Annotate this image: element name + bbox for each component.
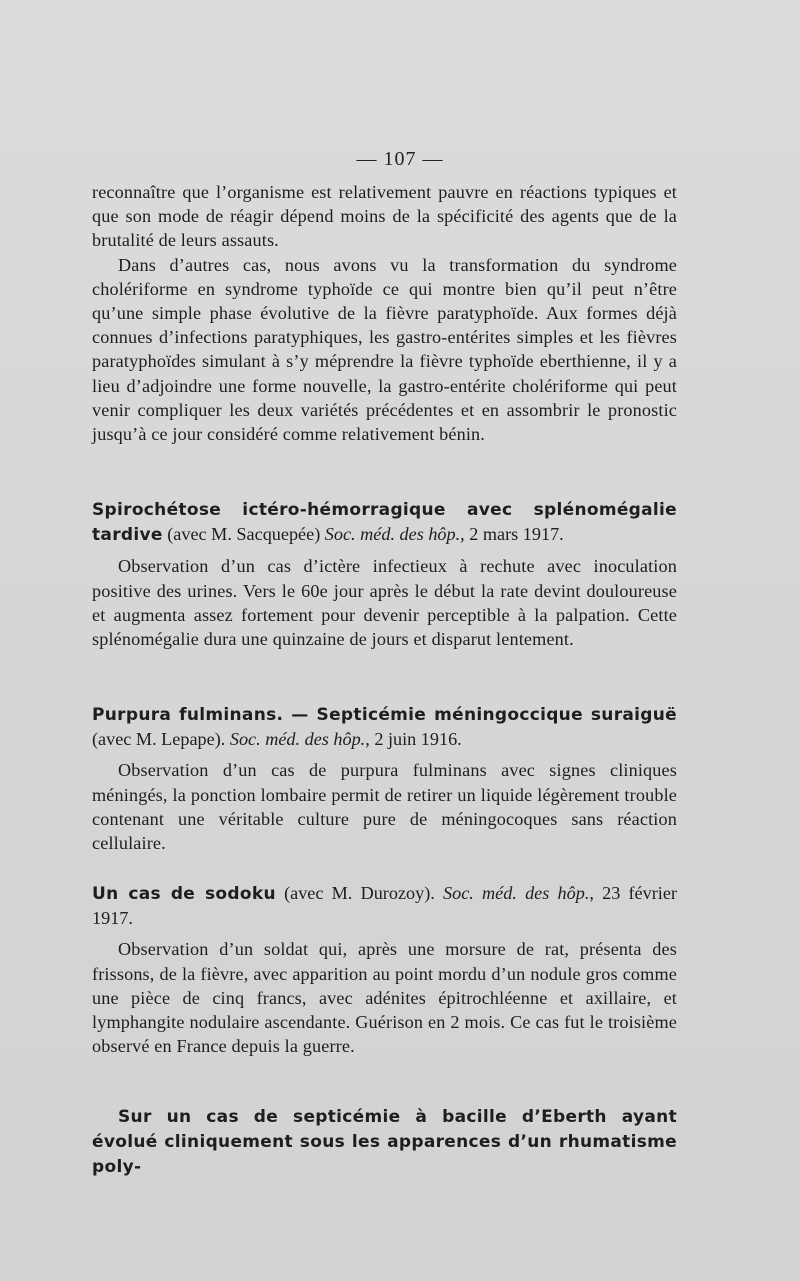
entry-heading: [92, 1104, 677, 1180]
entry-authors: (avec M. Lepape).: [92, 729, 230, 750]
page-number: — 107 —: [356, 148, 444, 170]
intro-paragraph-2: Dans d’autres cas, nous avons vu la transformation du syndrome cholériforme en syndrome typhoïde ce qui montre bien qu’il peut n’être qu’une simple phase évolutive de la fièvre paratyphoïde. Aux formes déjà connues d’infections paratyphiques, les gastro-entérites simples et les fièvres paratyphoïdes simulant à s’y méprendre la fièvre typhoïde eberthienne, il y a lieu d’adjoindre une forme nouvelle, la gastro-entérite cholériforme qui peut venir compliquer les deux variétés précédentes et en assombrir le pronostic jusqu’à ce jour considéré comme relativement bénin.: [92, 254, 677, 445]
entry-journal: Soc. méd. des hôp.: [324, 524, 461, 545]
entry-date: , 2 mars 1917.: [460, 524, 564, 545]
entry-body: Observation d’un soldat qui, après une morsure de rat, présenta des frissons, de la fièvre, avec apparition au point mordu d’un nodule gros comme une pièce de cinq francs, avec adénites épitrochléenne et axillaire, et lymphangite nodulaire ascendante. Guérison en 2 mois. Ce cas fut le troisième observé en France depuis la guerre.: [92, 939, 677, 1057]
entry-heading: [92, 702, 677, 751]
final-entry: [92, 1104, 677, 1180]
entry-heading: [92, 881, 677, 930]
entry-authors: (avec M. Durozoy).: [275, 883, 444, 903]
entry-date: , 23 février 1917.: [92, 883, 677, 929]
entry-title: Un cas de sodoku: [92, 884, 276, 904]
entry-title: Spirochétose ictéro-hémorragique avec splénomégalie tardive: [92, 500, 677, 546]
entry-title: Sur un cas de septicémie à bacille d’Eberth ayant évolué cliniquement sous les apparences d’un rhumatisme poly-: [92, 1107, 677, 1178]
entry-body: Observation d’un cas de purpura fulminans avec signes cliniques méningés, la ponction lombaire permit de retirer un liquide légèrement trouble contenant une véritable culture pure de méningocoques sans réaction cellulaire.: [92, 760, 677, 854]
entry-journal: Soc. méd. des hôp.: [229, 729, 366, 750]
entry-body: Observation d’un cas d’ictère infectieux à rechute avec inoculation positive des urines. Vers le 60e jour après le début la rate devint douloureuse et augmenta assez fortement pour devenir perceptible à la palpation. Cette splénomégalie dura une quinzaine de jours et disparut lentement.: [92, 556, 677, 650]
entry-journal: Soc. méd. des hôp.: [443, 883, 590, 903]
entry-sodoku: [92, 881, 677, 1058]
entry-date: , 2 juin 1916.: [365, 729, 462, 750]
entry-purpura: [92, 702, 677, 855]
entry-title: Purpura fulminans. — Septicémie méningoccique suraiguë: [92, 705, 677, 725]
intro-section: [92, 180, 677, 446]
entry-spirochetose: [92, 497, 677, 651]
entry-authors: (avec M. Sacquepée): [162, 524, 325, 545]
intro-paragraph-1: reconnaître que l’organisme est relativement pauvre en réactions typiques et que son mode de réagir dépend moins de la spécificité des agents que de la brutalité de leurs assauts.: [92, 182, 677, 251]
entry-heading: [92, 497, 677, 547]
